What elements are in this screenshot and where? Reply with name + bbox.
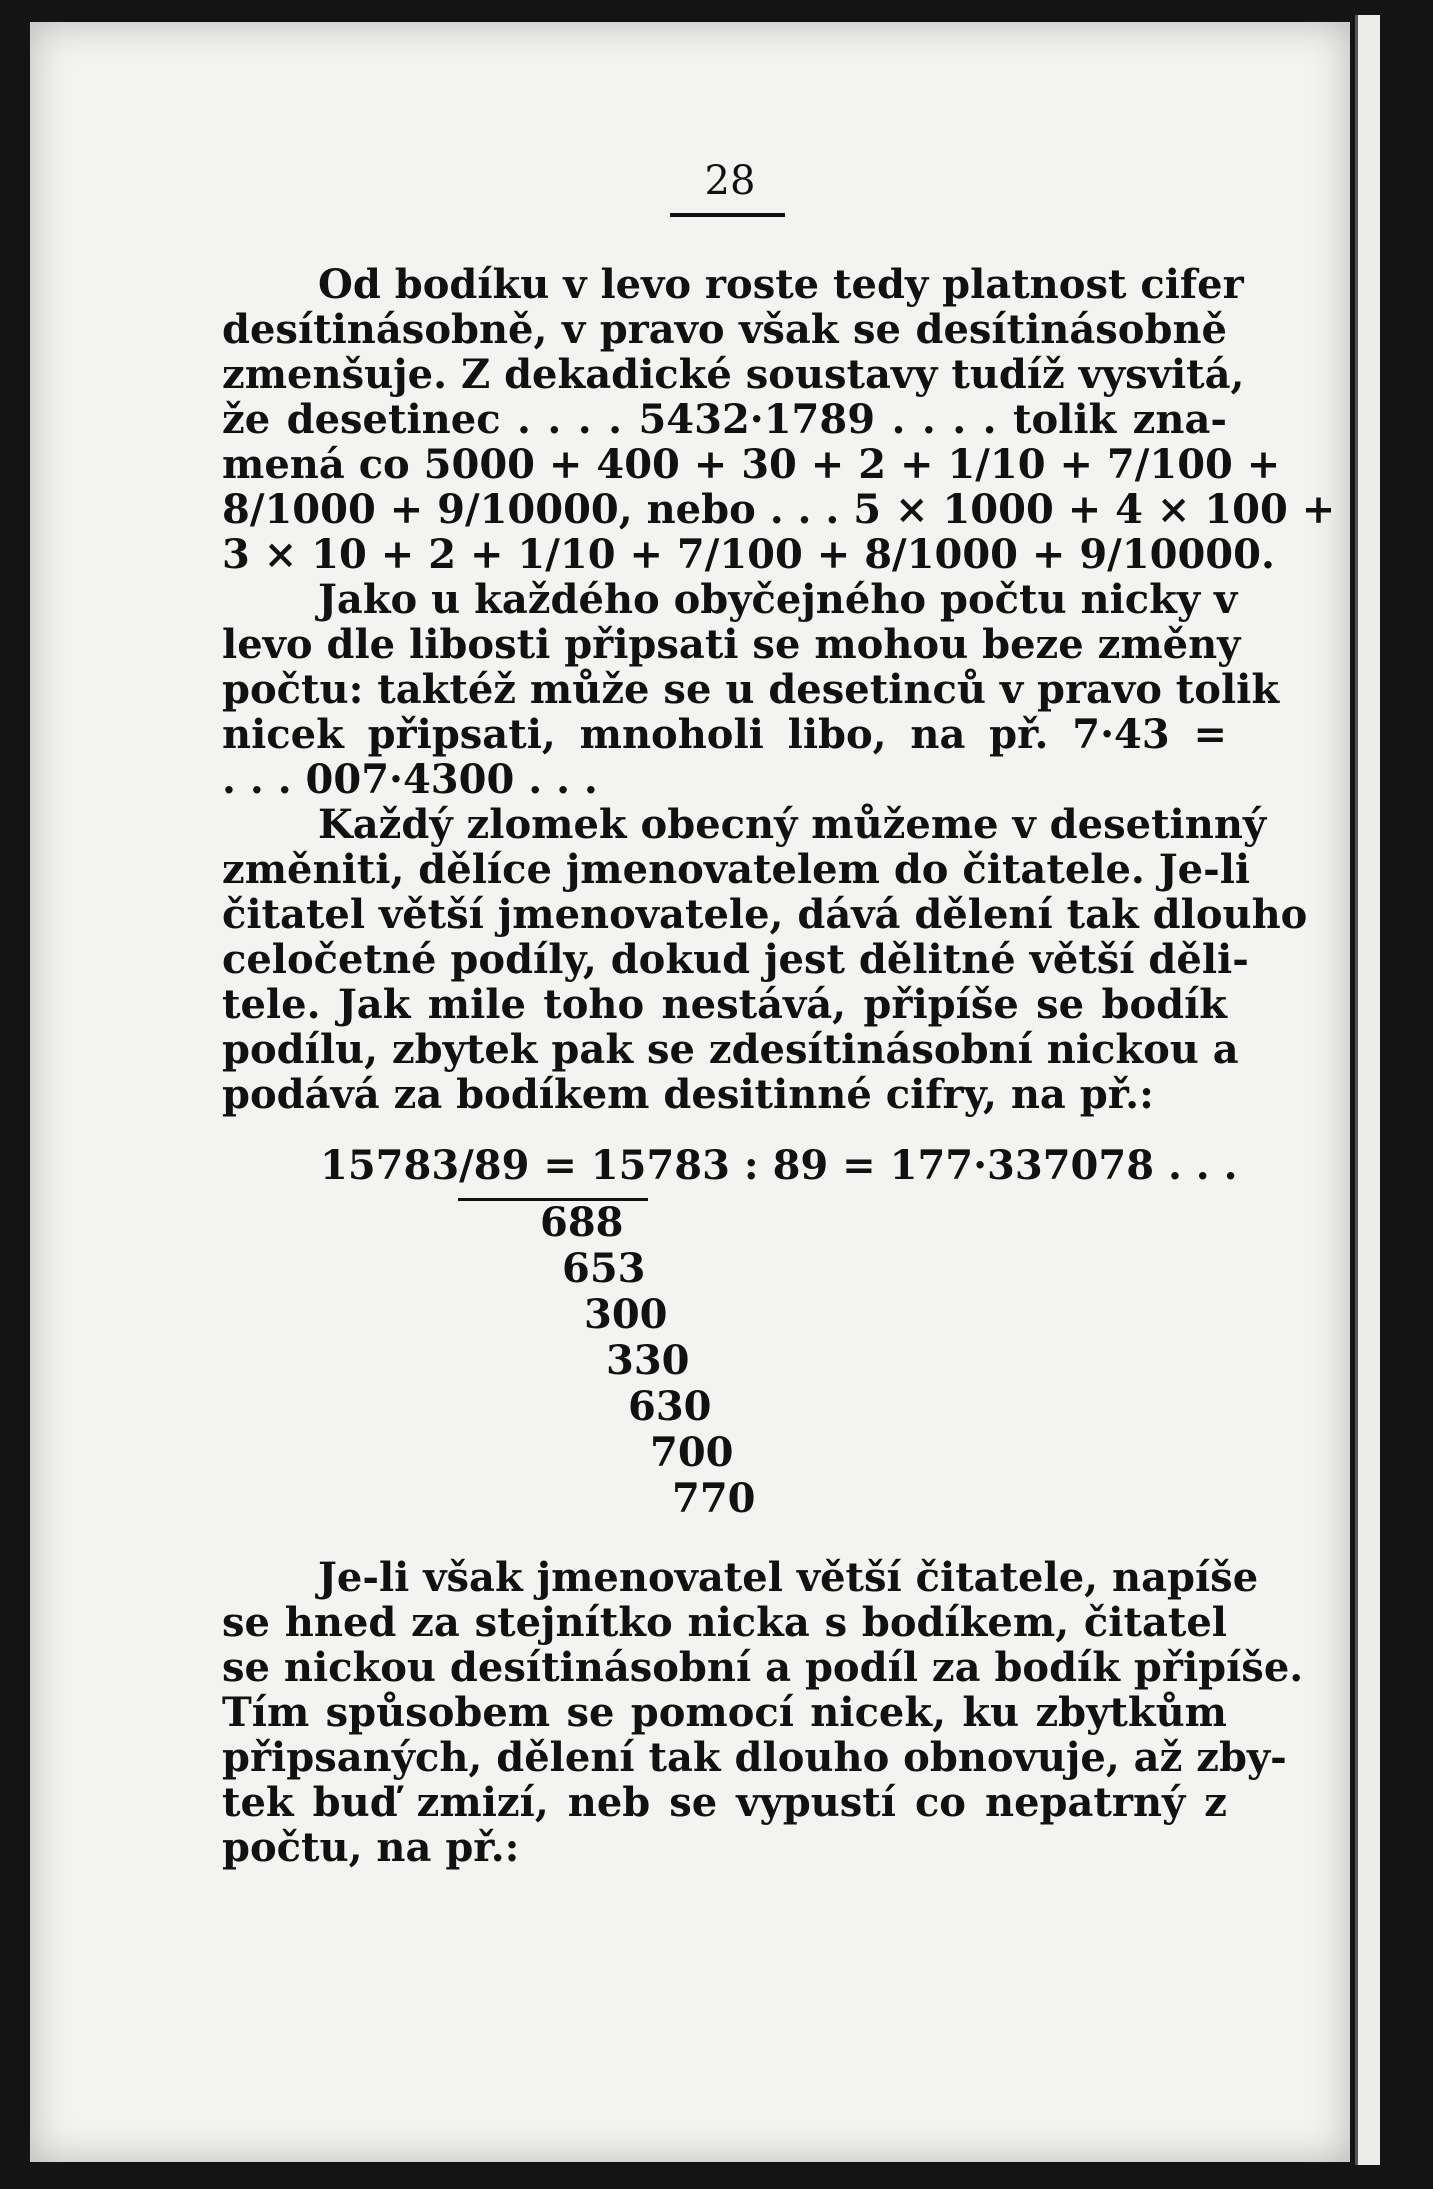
text-line: zmenšuje. Z dekadické soustavy tudíž vysvitá, (222, 351, 1245, 398)
body-text-top (222, 261, 1336, 1118)
text-line: podává za bodíkem desitinné cifry, na př.: (222, 1071, 1154, 1118)
text-line: 8/1000 + 9/10000, nebo . . . 5 × 1000 + 4 × 100 + (222, 486, 1336, 533)
body-text-bottom (222, 1554, 1304, 1871)
page-number-underline (670, 213, 785, 217)
division-equation: 15783/89 = 15783 : 89 = 177·337078 . . . (320, 1142, 1238, 1189)
next-page-edge (1355, 15, 1380, 2165)
division-step: 770 (672, 1475, 756, 1522)
division-step: 688 (540, 1199, 624, 1246)
text-line: Je-li však jmenovatel větší čitatele, napíše (318, 1554, 1259, 1601)
division-step: 700 (650, 1429, 734, 1476)
text-line: se hned za stejnítko nicka s bodíkem, čitatel (222, 1599, 1227, 1646)
division-step: 653 (562, 1245, 646, 1292)
division-step: 300 (584, 1291, 668, 1338)
text-line: se nickou desítinásobní a podíl za bodík připíše. (222, 1644, 1304, 1691)
text-line: Jako u každého obyčejného počtu nicky v (318, 576, 1238, 623)
text-line: nicek připsati, mnoholi libo, na př. 7·43 = (222, 711, 1227, 758)
text-line: počtu, na př.: (222, 1824, 520, 1871)
text-line: . . . 007·4300 . . . (222, 756, 598, 803)
text-line: změniti, dělíce jmenovatelem do čitatele. Je-li (222, 846, 1251, 893)
text-line: celočetné podíly, dokud jest dělitné větší děli- (222, 936, 1249, 983)
division-steps (540, 1200, 800, 1522)
text-line: tele. Jak mile toho nestává, připíše se bodík (222, 981, 1227, 1028)
page-number: 28 (704, 158, 756, 204)
text-line: Tím spůsobem se pomocí nicek, ku zbytkům (222, 1689, 1227, 1736)
text-line: 3 × 10 + 2 + 1/10 + 7/100 + 8/1000 + 9/10000. (222, 531, 1275, 578)
text-line: tek buď zmizí, neb se vypustí co nepatrný z (222, 1779, 1227, 1826)
text-line: levo dle libosti připsati se mohou beze změny (222, 621, 1241, 668)
division-step: 330 (606, 1337, 690, 1384)
text-line: čitatel větší jmenovatele, dává dělení tak dlouho (222, 891, 1308, 938)
division-step: 630 (628, 1383, 712, 1430)
text-line: Každý zlomek obecný můžeme v desetinný (318, 801, 1267, 848)
text-line: mená co 5000 + 400 + 30 + 2 + 1/10 + 7/100 + (222, 441, 1281, 488)
text-line: desítinásobně, v pravo však se desítinásobně (222, 306, 1227, 353)
text-line: Od bodíku v levo roste tedy platnost cifer (318, 261, 1244, 308)
text-line: podílu, zbytek pak se zdesítinásobní nickou a (222, 1026, 1239, 1073)
text-line: počtu: taktéž může se u desetinců v pravo tolik (222, 666, 1280, 713)
text-line: že desetinec . . . . 5432·1789 . . . . tolik zna- (222, 396, 1227, 443)
text-line: připsaných, dělení tak dlouho obnovuje, až zby- (222, 1734, 1287, 1781)
